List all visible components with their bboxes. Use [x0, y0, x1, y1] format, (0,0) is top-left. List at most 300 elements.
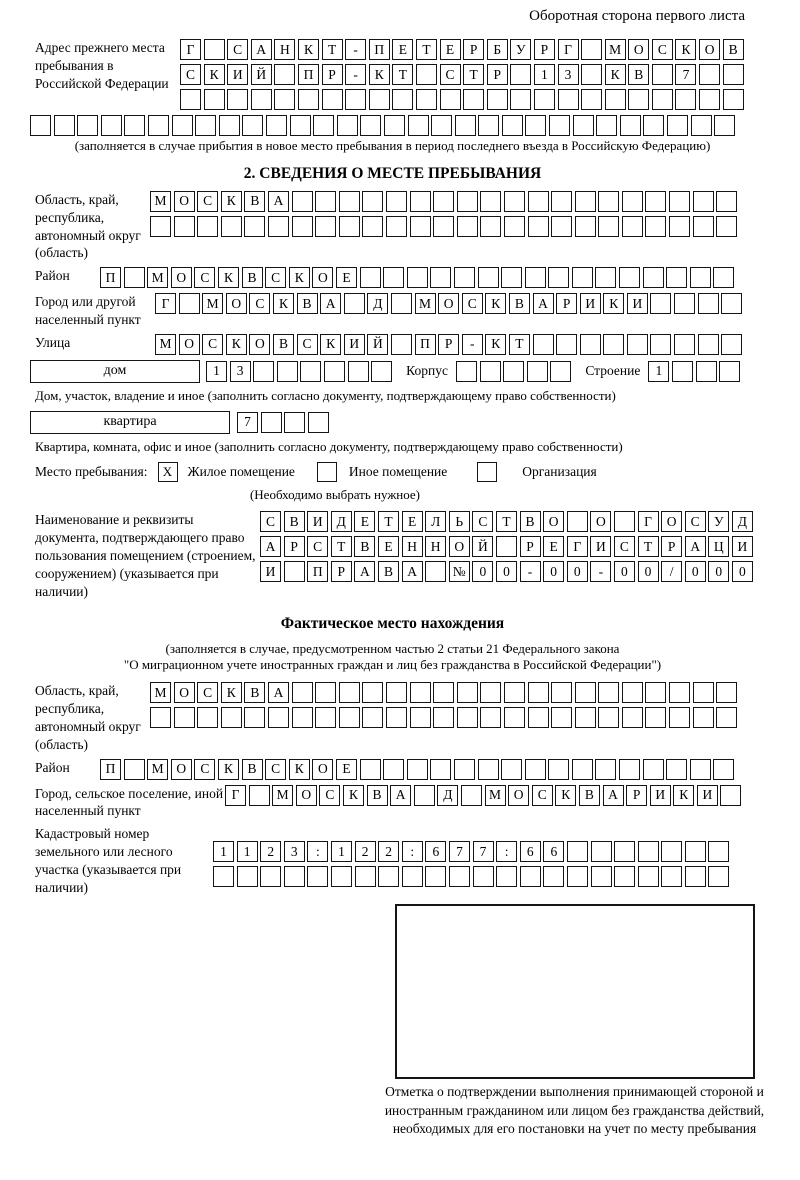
- char-cell[interactable]: Т: [496, 511, 517, 532]
- char-cell[interactable]: И: [580, 293, 601, 314]
- char-cell[interactable]: Ь: [449, 511, 470, 532]
- char-cell[interactable]: 1: [213, 841, 234, 862]
- char-cell[interactable]: [666, 267, 687, 288]
- char-cell[interactable]: [180, 89, 201, 110]
- char-cell[interactable]: [431, 115, 452, 136]
- char-cell[interactable]: Т: [416, 39, 437, 60]
- char-cell[interactable]: [525, 115, 546, 136]
- char-cell[interactable]: [480, 707, 501, 728]
- char-cell[interactable]: 7: [473, 841, 494, 862]
- char-cell[interactable]: О: [699, 39, 720, 60]
- char-cell[interactable]: К: [289, 759, 310, 780]
- char-cell[interactable]: П: [298, 64, 319, 85]
- char-cell[interactable]: [720, 785, 741, 806]
- char-cell[interactable]: К: [605, 64, 626, 85]
- char-cell[interactable]: [619, 267, 640, 288]
- char-cell[interactable]: [172, 115, 193, 136]
- char-cell[interactable]: [672, 361, 693, 382]
- char-cell[interactable]: [652, 89, 673, 110]
- char-cell[interactable]: [242, 115, 263, 136]
- char-cell[interactable]: [527, 361, 548, 382]
- char-cell[interactable]: [627, 334, 648, 355]
- char-cell[interactable]: Е: [392, 39, 413, 60]
- char-cell[interactable]: [433, 682, 454, 703]
- char-cell[interactable]: [360, 759, 381, 780]
- char-cell[interactable]: Н: [274, 39, 295, 60]
- char-cell[interactable]: [487, 89, 508, 110]
- char-cell[interactable]: [244, 216, 265, 237]
- char-cell[interactable]: [551, 682, 572, 703]
- char-cell[interactable]: Л: [425, 511, 446, 532]
- char-cell[interactable]: -: [345, 64, 366, 85]
- char-cell[interactable]: [362, 191, 383, 212]
- char-cell[interactable]: В: [354, 536, 375, 557]
- char-cell[interactable]: Д: [331, 511, 352, 532]
- char-cell[interactable]: [716, 707, 737, 728]
- char-cell[interactable]: 1: [648, 361, 669, 382]
- char-cell[interactable]: И: [307, 511, 328, 532]
- char-cell[interactable]: А: [603, 785, 624, 806]
- char-cell[interactable]: [384, 115, 405, 136]
- char-cell[interactable]: 0: [567, 561, 588, 582]
- char-cell[interactable]: [575, 682, 596, 703]
- char-cell[interactable]: Р: [661, 536, 682, 557]
- char-cell[interactable]: А: [390, 785, 411, 806]
- char-cell[interactable]: [661, 866, 682, 887]
- char-cell[interactable]: [456, 361, 477, 382]
- char-cell[interactable]: С: [227, 39, 248, 60]
- char-cell[interactable]: О: [296, 785, 317, 806]
- char-cell[interactable]: :: [496, 841, 517, 862]
- char-cell[interactable]: [572, 759, 593, 780]
- char-cell[interactable]: [292, 191, 313, 212]
- char-cell[interactable]: [723, 64, 744, 85]
- char-cell[interactable]: Е: [354, 511, 375, 532]
- char-cell[interactable]: [124, 267, 145, 288]
- char-cell[interactable]: Т: [463, 64, 484, 85]
- char-cell[interactable]: [666, 759, 687, 780]
- char-cell[interactable]: 0: [614, 561, 635, 582]
- char-cell[interactable]: [425, 866, 446, 887]
- char-cell[interactable]: [386, 216, 407, 237]
- char-cell[interactable]: В: [242, 759, 263, 780]
- char-cell[interactable]: М: [272, 785, 293, 806]
- char-cell[interactable]: С: [194, 759, 215, 780]
- char-cell[interactable]: Т: [638, 536, 659, 557]
- char-cell[interactable]: [716, 682, 737, 703]
- char-cell[interactable]: [284, 866, 305, 887]
- char-cell[interactable]: П: [415, 334, 436, 355]
- char-cell[interactable]: С: [265, 759, 286, 780]
- char-cell[interactable]: Д: [437, 785, 458, 806]
- char-cell[interactable]: Р: [556, 293, 577, 314]
- char-cell[interactable]: 0: [496, 561, 517, 582]
- char-cell[interactable]: [369, 89, 390, 110]
- char-cell[interactable]: [528, 707, 549, 728]
- char-cell[interactable]: К: [673, 785, 694, 806]
- char-cell[interactable]: [543, 866, 564, 887]
- char-cell[interactable]: Й: [251, 64, 272, 85]
- char-cell[interactable]: [622, 216, 643, 237]
- char-cell[interactable]: [551, 707, 572, 728]
- char-cell[interactable]: [331, 866, 352, 887]
- char-cell[interactable]: [528, 216, 549, 237]
- char-cell[interactable]: Г: [180, 39, 201, 60]
- char-cell[interactable]: [454, 267, 475, 288]
- char-cell[interactable]: Е: [543, 536, 564, 557]
- char-cell[interactable]: Г: [567, 536, 588, 557]
- char-cell[interactable]: [721, 293, 742, 314]
- char-cell[interactable]: С: [440, 64, 461, 85]
- char-cell[interactable]: 7: [237, 412, 258, 433]
- char-cell[interactable]: Р: [322, 64, 343, 85]
- char-cell[interactable]: 6: [520, 841, 541, 862]
- char-cell[interactable]: [598, 216, 619, 237]
- char-cell[interactable]: [449, 866, 470, 887]
- char-cell[interactable]: [348, 361, 369, 382]
- char-cell[interactable]: [221, 216, 242, 237]
- char-cell[interactable]: [721, 334, 742, 355]
- char-cell[interactable]: [407, 759, 428, 780]
- char-cell[interactable]: [260, 866, 281, 887]
- char-cell[interactable]: 3: [230, 361, 251, 382]
- char-cell[interactable]: [457, 216, 478, 237]
- char-cell[interactable]: Т: [392, 64, 413, 85]
- char-cell[interactable]: [595, 267, 616, 288]
- char-cell[interactable]: [714, 115, 735, 136]
- char-cell[interactable]: [716, 216, 737, 237]
- char-cell[interactable]: [478, 115, 499, 136]
- char-cell[interactable]: О: [508, 785, 529, 806]
- char-cell[interactable]: О: [174, 191, 195, 212]
- char-cell[interactable]: Р: [626, 785, 647, 806]
- char-cell[interactable]: [669, 216, 690, 237]
- char-cell[interactable]: [501, 267, 522, 288]
- char-cell[interactable]: В: [244, 682, 265, 703]
- char-cell[interactable]: [425, 561, 446, 582]
- char-cell[interactable]: [392, 89, 413, 110]
- char-cell[interactable]: [572, 267, 593, 288]
- char-cell[interactable]: Д: [367, 293, 388, 314]
- char-cell[interactable]: [414, 785, 435, 806]
- char-cell[interactable]: [510, 64, 531, 85]
- char-cell[interactable]: [575, 191, 596, 212]
- char-cell[interactable]: [195, 115, 216, 136]
- char-cell[interactable]: [520, 866, 541, 887]
- char-cell[interactable]: 3: [558, 64, 579, 85]
- char-cell[interactable]: [723, 89, 744, 110]
- char-cell[interactable]: [315, 682, 336, 703]
- char-cell[interactable]: [669, 707, 690, 728]
- char-cell[interactable]: [362, 707, 383, 728]
- char-cell[interactable]: Ц: [708, 536, 729, 557]
- char-cell[interactable]: Р: [438, 334, 459, 355]
- char-cell[interactable]: С: [532, 785, 553, 806]
- char-cell[interactable]: [197, 216, 218, 237]
- char-cell[interactable]: [478, 267, 499, 288]
- char-cell[interactable]: [667, 115, 688, 136]
- char-cell[interactable]: М: [147, 267, 168, 288]
- char-cell[interactable]: [698, 334, 719, 355]
- char-cell[interactable]: [643, 759, 664, 780]
- char-cell[interactable]: К: [298, 39, 319, 60]
- char-cell[interactable]: [268, 216, 289, 237]
- char-cell[interactable]: О: [449, 536, 470, 557]
- char-cell[interactable]: [266, 115, 287, 136]
- char-cell[interactable]: [480, 216, 501, 237]
- char-cell[interactable]: О: [661, 511, 682, 532]
- char-cell[interactable]: С: [202, 334, 223, 355]
- checkbox-inoe[interactable]: [317, 462, 337, 482]
- char-cell[interactable]: 0: [543, 561, 564, 582]
- char-cell[interactable]: [699, 64, 720, 85]
- char-cell[interactable]: К: [555, 785, 576, 806]
- char-cell[interactable]: В: [378, 561, 399, 582]
- char-cell[interactable]: Е: [336, 759, 357, 780]
- char-cell[interactable]: [219, 115, 240, 136]
- char-cell[interactable]: П: [100, 759, 121, 780]
- char-cell[interactable]: Т: [331, 536, 352, 557]
- char-cell[interactable]: [360, 115, 381, 136]
- char-cell[interactable]: П: [100, 267, 121, 288]
- char-cell[interactable]: [567, 841, 588, 862]
- char-cell[interactable]: [197, 707, 218, 728]
- char-cell[interactable]: [339, 682, 360, 703]
- char-cell[interactable]: [598, 682, 619, 703]
- char-cell[interactable]: Т: [378, 511, 399, 532]
- char-cell[interactable]: [298, 89, 319, 110]
- char-cell[interactable]: [591, 841, 612, 862]
- char-cell[interactable]: И: [697, 785, 718, 806]
- char-cell[interactable]: [575, 707, 596, 728]
- char-cell[interactable]: С: [307, 536, 328, 557]
- char-cell[interactable]: [315, 216, 336, 237]
- char-cell[interactable]: С: [297, 334, 318, 355]
- char-cell[interactable]: Р: [520, 536, 541, 557]
- char-cell[interactable]: [661, 841, 682, 862]
- char-cell[interactable]: [693, 216, 714, 237]
- char-cell[interactable]: 1: [534, 64, 555, 85]
- char-cell[interactable]: [549, 115, 570, 136]
- char-cell[interactable]: [567, 866, 588, 887]
- char-cell[interactable]: [504, 682, 525, 703]
- char-cell[interactable]: [461, 785, 482, 806]
- char-cell[interactable]: М: [155, 334, 176, 355]
- char-cell[interactable]: А: [685, 536, 706, 557]
- char-cell[interactable]: А: [268, 682, 289, 703]
- char-cell[interactable]: [716, 191, 737, 212]
- char-cell[interactable]: К: [226, 334, 247, 355]
- char-cell[interactable]: К: [204, 64, 225, 85]
- char-cell[interactable]: Е: [440, 39, 461, 60]
- char-cell[interactable]: [548, 267, 569, 288]
- char-cell[interactable]: [237, 866, 258, 887]
- char-cell[interactable]: Е: [402, 511, 423, 532]
- char-cell[interactable]: [669, 682, 690, 703]
- char-cell[interactable]: [595, 759, 616, 780]
- char-cell[interactable]: 2: [260, 841, 281, 862]
- char-cell[interactable]: Й: [472, 536, 493, 557]
- char-cell[interactable]: [174, 216, 195, 237]
- char-cell[interactable]: [362, 216, 383, 237]
- char-cell[interactable]: 0: [708, 561, 729, 582]
- char-cell[interactable]: М: [150, 191, 171, 212]
- char-cell[interactable]: [525, 759, 546, 780]
- char-cell[interactable]: У: [708, 511, 729, 532]
- char-cell[interactable]: [650, 334, 671, 355]
- char-cell[interactable]: [708, 866, 729, 887]
- char-cell[interactable]: [575, 216, 596, 237]
- char-cell[interactable]: И: [590, 536, 611, 557]
- char-cell[interactable]: 0: [685, 561, 706, 582]
- char-cell[interactable]: [708, 841, 729, 862]
- char-cell[interactable]: С: [249, 293, 270, 314]
- char-cell[interactable]: [313, 115, 334, 136]
- char-cell[interactable]: [674, 334, 695, 355]
- char-cell[interactable]: [480, 682, 501, 703]
- char-cell[interactable]: [504, 191, 525, 212]
- char-cell[interactable]: И: [260, 561, 281, 582]
- char-cell[interactable]: [300, 361, 321, 382]
- char-cell[interactable]: [251, 89, 272, 110]
- char-cell[interactable]: Г: [225, 785, 246, 806]
- char-cell[interactable]: С: [194, 267, 215, 288]
- char-cell[interactable]: К: [221, 191, 242, 212]
- char-cell[interactable]: [213, 866, 234, 887]
- char-cell[interactable]: [693, 191, 714, 212]
- char-cell[interactable]: 7: [675, 64, 696, 85]
- char-cell[interactable]: [345, 89, 366, 110]
- char-cell[interactable]: [457, 191, 478, 212]
- char-cell[interactable]: [378, 866, 399, 887]
- char-cell[interactable]: [550, 361, 571, 382]
- char-cell[interactable]: [645, 682, 666, 703]
- char-cell[interactable]: [598, 707, 619, 728]
- char-cell[interactable]: 2: [378, 841, 399, 862]
- char-cell[interactable]: [386, 707, 407, 728]
- checkbox-organizaciya[interactable]: [477, 462, 497, 482]
- char-cell[interactable]: 1: [331, 841, 352, 862]
- char-cell[interactable]: С: [319, 785, 340, 806]
- char-cell[interactable]: [355, 866, 376, 887]
- char-cell[interactable]: [391, 293, 412, 314]
- char-cell[interactable]: [674, 293, 695, 314]
- char-cell[interactable]: [402, 866, 423, 887]
- char-cell[interactable]: [719, 361, 740, 382]
- char-cell[interactable]: В: [579, 785, 600, 806]
- char-cell[interactable]: С: [180, 64, 201, 85]
- char-cell[interactable]: О: [543, 511, 564, 532]
- char-cell[interactable]: [573, 115, 594, 136]
- char-cell[interactable]: М: [147, 759, 168, 780]
- char-cell[interactable]: Г: [638, 511, 659, 532]
- char-cell[interactable]: А: [320, 293, 341, 314]
- char-cell[interactable]: [548, 759, 569, 780]
- char-cell[interactable]: [478, 759, 499, 780]
- char-cell[interactable]: К: [369, 64, 390, 85]
- char-cell[interactable]: [410, 191, 431, 212]
- char-cell[interactable]: А: [533, 293, 554, 314]
- char-cell[interactable]: А: [354, 561, 375, 582]
- char-cell[interactable]: [502, 115, 523, 136]
- char-cell[interactable]: [221, 707, 242, 728]
- char-cell[interactable]: [277, 361, 298, 382]
- char-cell[interactable]: [290, 115, 311, 136]
- char-cell[interactable]: В: [367, 785, 388, 806]
- char-cell[interactable]: [622, 707, 643, 728]
- char-cell[interactable]: Г: [155, 293, 176, 314]
- char-cell[interactable]: [407, 267, 428, 288]
- char-cell[interactable]: [480, 361, 501, 382]
- char-cell[interactable]: [496, 866, 517, 887]
- char-cell[interactable]: [690, 267, 711, 288]
- char-cell[interactable]: [430, 759, 451, 780]
- char-cell[interactable]: П: [307, 561, 328, 582]
- char-cell[interactable]: [645, 216, 666, 237]
- char-cell[interactable]: [274, 64, 295, 85]
- char-cell[interactable]: [638, 841, 659, 862]
- char-cell[interactable]: И: [227, 64, 248, 85]
- char-cell[interactable]: [525, 267, 546, 288]
- char-cell[interactable]: [292, 707, 313, 728]
- char-cell[interactable]: В: [520, 511, 541, 532]
- char-cell[interactable]: [433, 191, 454, 212]
- char-cell[interactable]: И: [344, 334, 365, 355]
- char-cell[interactable]: -: [345, 39, 366, 60]
- char-cell[interactable]: -: [520, 561, 541, 582]
- char-cell[interactable]: [501, 759, 522, 780]
- char-cell[interactable]: Б: [487, 39, 508, 60]
- char-cell[interactable]: [652, 64, 673, 85]
- char-cell[interactable]: [713, 759, 734, 780]
- char-cell[interactable]: С: [472, 511, 493, 532]
- char-cell[interactable]: [699, 89, 720, 110]
- char-cell[interactable]: [696, 361, 717, 382]
- char-cell[interactable]: -: [590, 561, 611, 582]
- char-cell[interactable]: [410, 707, 431, 728]
- char-cell[interactable]: Н: [425, 536, 446, 557]
- char-cell[interactable]: М: [605, 39, 626, 60]
- char-cell[interactable]: О: [312, 759, 333, 780]
- char-cell[interactable]: [473, 866, 494, 887]
- char-cell[interactable]: В: [242, 267, 263, 288]
- char-cell[interactable]: Т: [509, 334, 530, 355]
- char-cell[interactable]: [675, 89, 696, 110]
- char-cell[interactable]: [344, 293, 365, 314]
- char-cell[interactable]: О: [179, 334, 200, 355]
- char-cell[interactable]: [124, 759, 145, 780]
- char-cell[interactable]: [463, 89, 484, 110]
- char-cell[interactable]: [150, 216, 171, 237]
- char-cell[interactable]: Т: [322, 39, 343, 60]
- char-cell[interactable]: [204, 39, 225, 60]
- char-cell[interactable]: М: [150, 682, 171, 703]
- char-cell[interactable]: [430, 267, 451, 288]
- char-cell[interactable]: [268, 707, 289, 728]
- char-cell[interactable]: И: [627, 293, 648, 314]
- char-cell[interactable]: 0: [472, 561, 493, 582]
- char-cell[interactable]: С: [197, 191, 218, 212]
- char-cell[interactable]: У: [510, 39, 531, 60]
- char-cell[interactable]: К: [485, 334, 506, 355]
- char-cell[interactable]: [691, 115, 712, 136]
- char-cell[interactable]: 1: [237, 841, 258, 862]
- char-cell[interactable]: И: [732, 536, 753, 557]
- char-cell[interactable]: М: [415, 293, 436, 314]
- char-cell[interactable]: [244, 707, 265, 728]
- char-cell[interactable]: [284, 561, 305, 582]
- char-cell[interactable]: А: [402, 561, 423, 582]
